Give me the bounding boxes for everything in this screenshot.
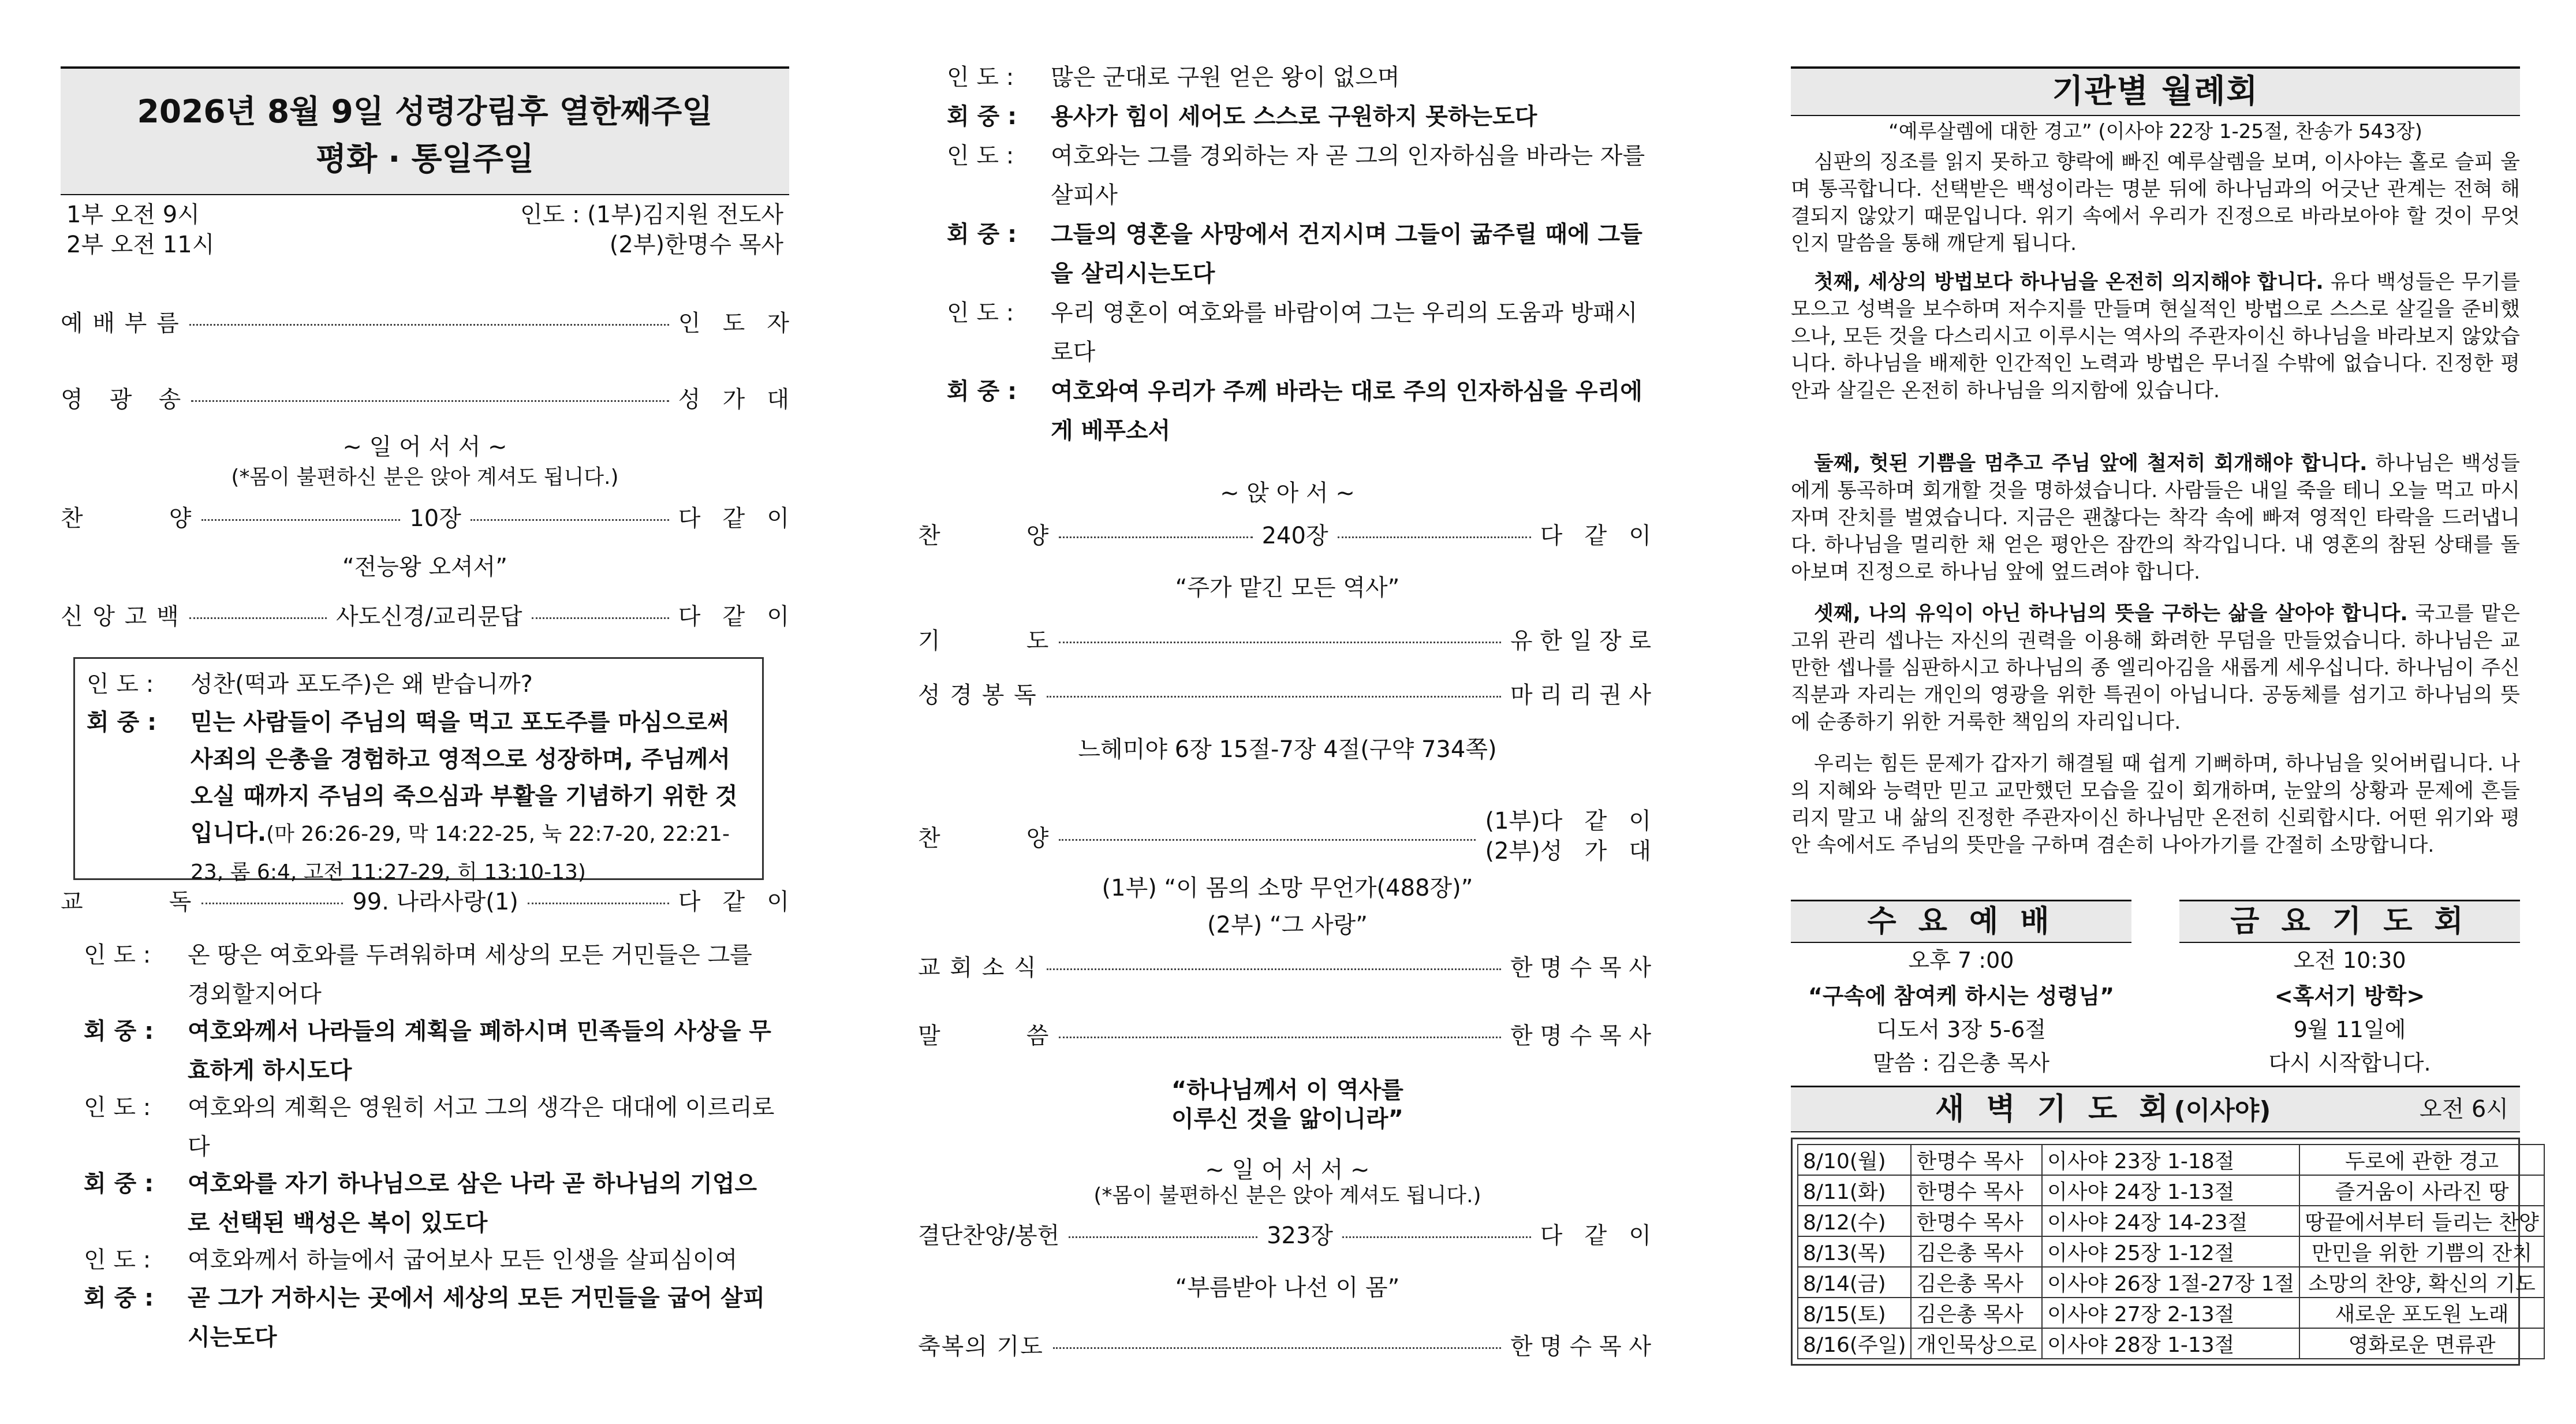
table-cell: 8/13(목) bbox=[1798, 1236, 1911, 1267]
responsive-line bbox=[947, 372, 1651, 450]
order-label: 신 앙 고 백 bbox=[61, 603, 180, 630]
speaker-label: 인 도 : bbox=[947, 64, 1014, 91]
order-leader: 다 같 이 bbox=[1540, 1222, 1652, 1249]
table-cell: 김은총 목사 bbox=[1911, 1267, 2042, 1298]
table-cell: 8/12(수) bbox=[1798, 1206, 1911, 1236]
hymn-title: “전능왕 오셔서” bbox=[342, 554, 507, 580]
order-leader: 다 같 이 bbox=[678, 889, 789, 915]
responsive-line bbox=[84, 1164, 776, 1243]
dawn-prayer-header bbox=[1791, 1086, 2520, 1132]
table-cell: 영화로운 면류관 bbox=[2299, 1328, 2544, 1359]
order-label: 영 광 송 bbox=[61, 386, 182, 413]
order-leader: 한 명 수 목 사 bbox=[1510, 955, 1651, 981]
order-leader bbox=[1485, 806, 1651, 866]
choir-leader-2: (2부)성 가 대 bbox=[1485, 838, 1651, 864]
order-item-hymn bbox=[918, 517, 1651, 550]
leader-dots bbox=[1342, 1236, 1531, 1238]
leader-dots bbox=[189, 617, 327, 619]
order-item-offering bbox=[918, 1217, 1651, 1250]
service-subtitle: 평화 · 통일주일 bbox=[316, 140, 534, 177]
table-row bbox=[1798, 1206, 2544, 1236]
order-item-responsive bbox=[61, 884, 789, 916]
leader-dots bbox=[1059, 642, 1501, 643]
order-leader: 다 같 이 bbox=[1540, 523, 1651, 549]
leader-dots bbox=[189, 324, 669, 326]
service-date-title: 2026년 8월 9일 성령강림후 열한째주일 bbox=[137, 93, 713, 130]
speaker-label: 회 중 : bbox=[947, 221, 1017, 248]
catechism-question bbox=[87, 665, 751, 704]
order-label: 찬 양 bbox=[918, 523, 1050, 549]
order-item-benediction bbox=[918, 1328, 1651, 1361]
hymn-number: 240장 bbox=[1261, 523, 1328, 549]
table-cell: 이사야 27장 2-13절 bbox=[2042, 1298, 2299, 1328]
sermon-title-line-2: 이루신 것을 앎이니라” bbox=[1171, 1106, 1403, 1132]
stand-note: (*몸이 불편하신 분은 앉아 계셔도 됩니다.) bbox=[1093, 1184, 1481, 1207]
meeting-paragraph-1 bbox=[1791, 269, 2520, 405]
scripture-refs: (마 26:26-29, 막 14:22-25, 눅 22:7-20, 22:21-23, 롬 6:4, 고전 11:27-29, 히 13:10-13) bbox=[191, 822, 730, 884]
order-leader: 마 리 리 권 사 bbox=[1510, 682, 1651, 709]
service-2-leader: (2부)한명수 목사 bbox=[609, 232, 783, 258]
stand-instruction: ~ 일 어 서 서 ~ bbox=[1205, 1157, 1370, 1183]
service-1-time: 1부 오전 9시 bbox=[66, 202, 200, 228]
response-text: 곧 그가 거하시는 곳에서 세상의 모든 거민들을 굽어 살피시는도다 bbox=[188, 1285, 766, 1351]
leader-dots bbox=[1338, 536, 1531, 538]
leader-dots bbox=[1069, 1236, 1257, 1238]
hymn-number: 10장 bbox=[409, 505, 461, 532]
leader-dots bbox=[1053, 1347, 1501, 1349]
dawn-schedule-table bbox=[1797, 1144, 2545, 1359]
responsive-line bbox=[947, 136, 1651, 215]
table-cell: 새로운 포도원 노래 bbox=[2299, 1298, 2544, 1328]
table-cell: 이사야 26장 1절-27장 1절 bbox=[2042, 1267, 2299, 1298]
order-item-reading bbox=[918, 677, 1651, 710]
leader-dots bbox=[532, 617, 669, 619]
table-row bbox=[1798, 1236, 2544, 1267]
order-item-hymn bbox=[61, 500, 789, 533]
wednesday-scripture: 디도서 3장 5-6절 bbox=[1876, 1017, 2046, 1042]
table-row bbox=[1798, 1267, 2544, 1298]
order-leader: 유 한 일 장 로 bbox=[1510, 628, 1651, 654]
response-text: 성찬(떡과 포도주)은 왜 받습니까? bbox=[191, 671, 533, 698]
table-cell: 이사야 23장 1-18절 bbox=[2042, 1145, 2299, 1175]
hymn-title: “주가 맡긴 모든 역사” bbox=[1175, 575, 1400, 601]
speaker-label: 회 중 : bbox=[84, 1170, 154, 1197]
leader-dots bbox=[1047, 696, 1501, 698]
table-cell: 개인묵상으로 bbox=[1911, 1328, 2042, 1359]
hymn-number: 323장 bbox=[1267, 1222, 1334, 1249]
wednesday-sermon-title: “구속에 참여케 하시는 성령님” bbox=[1808, 983, 2115, 1009]
responsive-line bbox=[947, 215, 1651, 293]
order-item-prayer bbox=[918, 622, 1651, 655]
table-cell: 8/14(금) bbox=[1798, 1267, 1911, 1298]
table-cell: 이사야 24장 1-13절 bbox=[2042, 1175, 2299, 1206]
table-cell: 한명수 목사 bbox=[1911, 1175, 2042, 1206]
dawn-prayer-time: 오전 6시 bbox=[2419, 1096, 2508, 1123]
speaker-label: 회 중 : bbox=[84, 1285, 154, 1311]
order-leader: 한 명 수 목 사 bbox=[1510, 1023, 1651, 1049]
stand-instruction: ~ 일 어 서 서 ~ bbox=[342, 434, 507, 460]
meeting-paragraph-closing: 우리는 힘든 문제가 갑자기 해결될 때 쉽게 기뻐하며, 하나님을 잊어버립니다. 나의 지혜와 능력만 믿고 교만했던 모습을 깊이 회개하며, 눈앞의 상황과 문제에 흔들리지 말고 내 삶의 진정한 주관자이신 하나님만 온전히 신뢰합시다. 어떤 위기와 평안 속에서도 주님의 뜻만을 구하며 겸손히 나아가기를 간절히 소망합니다. bbox=[1791, 752, 2520, 857]
table-cell: 8/11(화) bbox=[1798, 1175, 1911, 1206]
response-text: 온 땅은 여호와를 두려워하며 세상의 모든 거민들은 그를 경외할지어다 bbox=[188, 942, 752, 1008]
table-row bbox=[1798, 1175, 2544, 1206]
speaker-label: 인 도 : bbox=[947, 143, 1014, 169]
order-label: 축복의 기도 bbox=[918, 1333, 1044, 1360]
table-cell: 8/16(주일) bbox=[1798, 1328, 1911, 1359]
order-label: 찬 양 bbox=[918, 825, 1050, 852]
leader-dots bbox=[528, 903, 669, 904]
dawn-schedule-frame bbox=[1791, 1138, 2539, 1366]
speaker-label: 회 중 : bbox=[87, 709, 157, 736]
choir-title-1: (1부) “이 몸의 소망 무언가(488장)” bbox=[1102, 875, 1473, 901]
table-cell: 8/10(월) bbox=[1798, 1145, 1911, 1175]
responsive-line bbox=[84, 1278, 776, 1357]
table-cell: 소망의 찬양, 확신의 기도 bbox=[2299, 1267, 2544, 1298]
responsive-line bbox=[947, 97, 1651, 136]
point-body: 국고를 맡은 고위 관리 셉나는 자신의 권력을 이용해 화려한 무덤을 만들었습니다. 하나님은 교만한 셉나를 심판하시고 하나님의 종 엘리아김을 새롭게 세우십니다. 하나님이 주신 직분과 자리는 개인의 영광을 위한 특권이 아닙니다. 공동체를 섬기고 하나님의 뜻에 순종하기 위한 거룩한 책임의 자리입니다. bbox=[1791, 602, 2520, 734]
meeting-subtitle: “예루살렘에 대한 경고” (이사야 22장 1-25절, 찬송가 543장) bbox=[1888, 120, 2422, 143]
response-text: 우리 영혼이 여호와를 바람이여 그는 우리의 도움과 방패시로다 bbox=[1051, 300, 1638, 366]
leader-dots bbox=[1047, 968, 1501, 970]
order-label: 예 배 부 름 bbox=[61, 310, 180, 337]
response-text: 여호와를 자기 하나님으로 삼은 나라 곧 하나님의 기업으로 선택된 백성은 복이 있도다 bbox=[188, 1170, 757, 1236]
friday-notice-line-1: 9월 11일에 bbox=[2293, 1017, 2406, 1042]
order-leader: 다 같 이 bbox=[678, 603, 790, 630]
wednesday-time: 오후 7 :00 bbox=[1908, 948, 2014, 973]
leader-dots bbox=[201, 519, 400, 521]
table-row bbox=[1798, 1298, 2544, 1328]
order-item-choir bbox=[918, 806, 1651, 866]
meeting-paragraph-intro: 심판의 징조를 읽지 못하고 향락에 빠진 예루살렘을 보며, 이사야는 홀로 슬피 울며 통곡합니다. 선택받은 백성이라는 명분 뒤에 하나님과의 어긋난 관계는 전혀 해결되지 않았기 때문입니다. 위기 속에서 우리가 진정으로 바라보아야 할 것이 무엇인지 말씀을 통해 깨닫게 됩니다. bbox=[1791, 151, 2520, 255]
table-cell: 이사야 24장 14-23절 bbox=[2042, 1206, 2299, 1236]
catechism-box bbox=[73, 657, 764, 884]
leader-dots bbox=[1059, 536, 1252, 538]
responsive-number: 99. 나라사랑(1) bbox=[352, 889, 518, 915]
speaker-label: 인 도 : bbox=[87, 671, 154, 698]
point-heading: 셋째, 나의 유익이 아닌 하나님의 뜻을 구하는 삶을 살아야 합니다. bbox=[1814, 602, 2408, 625]
order-label: 말 씀 bbox=[918, 1023, 1050, 1049]
responsive-line bbox=[84, 935, 776, 1014]
response-text: 그들의 영혼을 사망에서 건지시며 그들이 굶주릴 때에 그들을 살리시는도다 bbox=[1051, 221, 1642, 287]
responsive-line bbox=[84, 1088, 776, 1166]
table-cell: 한명수 목사 bbox=[1911, 1206, 2042, 1236]
response-text: 여호와께서 하늘에서 굽어보사 모든 인생을 살피심이여 bbox=[188, 1247, 738, 1273]
point-heading: 첫째, 세상의 방법보다 하나님을 온전히 의지해야 합니다. bbox=[1814, 271, 2324, 294]
table-cell: 땅끝에서부터 들리는 찬양 bbox=[2299, 1206, 2544, 1236]
order-leader: 성 가 대 bbox=[678, 386, 789, 413]
order-label: 기 도 bbox=[918, 628, 1050, 654]
meeting-paragraph-2 bbox=[1791, 450, 2520, 586]
point-heading: 둘째, 헛된 기쁨을 멈추고 주님 앞에 철저히 회개해야 합니다. bbox=[1814, 452, 2368, 475]
friday-time: 오전 10:30 bbox=[2293, 948, 2406, 973]
table-cell: 한명수 목사 bbox=[1911, 1145, 2042, 1175]
table-cell: 김은총 목사 bbox=[1911, 1236, 2042, 1267]
table-cell: 8/15(토) bbox=[1798, 1298, 1911, 1328]
order-item-call bbox=[61, 305, 789, 338]
table-cell: 즐거움이 사라진 땅 bbox=[2299, 1175, 2544, 1206]
wednesday-service-header: 수 요 예 배 bbox=[1791, 900, 2131, 943]
friday-notice-title: <혹서기 방학> bbox=[2274, 983, 2425, 1009]
meeting-paragraph-3 bbox=[1791, 601, 2520, 736]
response-text: 믿는 사람들이 주님의 떡을 먹고 포도주를 마심으로써 사죄의 은총을 경험하고 영적으로 성장하며, 주님께서 오실 때까지 주님의 죽으심과 부활을 기념하기 위한 것입니다. bbox=[191, 709, 738, 847]
order-leader: 다 같 이 bbox=[678, 505, 790, 532]
order-leader: 인 도 자 bbox=[678, 310, 789, 337]
order-item-gloria bbox=[61, 381, 789, 414]
order-item-creed bbox=[61, 598, 789, 631]
speaker-label: 인 도 : bbox=[84, 1094, 151, 1121]
response-text: 여호와여 우리가 주께 바라는 대로 주의 인자하심을 우리에게 베푸소서 bbox=[1051, 378, 1642, 444]
leader-dots bbox=[201, 903, 343, 904]
table-cell: 김은총 목사 bbox=[1911, 1298, 2042, 1328]
response-text: 용사가 힘이 세어도 스스로 구원하지 못하는도다 bbox=[1051, 103, 1537, 130]
order-item-sermon bbox=[918, 1017, 1651, 1050]
choir-title-2: (2부) “그 사랑” bbox=[1207, 912, 1368, 938]
table-cell: 만민을 위한 기쁨의 잔치 bbox=[2299, 1236, 2544, 1267]
speaker-label: 인 도 : bbox=[84, 942, 151, 968]
service-2-time: 2부 오전 11시 bbox=[66, 232, 215, 258]
speaker-label: 회 중 : bbox=[84, 1018, 154, 1045]
order-label: 결단찬양/봉헌 bbox=[918, 1222, 1060, 1249]
leader-dots bbox=[1059, 839, 1476, 841]
table-cell: 이사야 28장 1-13절 bbox=[2042, 1328, 2299, 1359]
responsive-line bbox=[947, 293, 1651, 372]
choir-leader-1: (1부)다 같 이 bbox=[1485, 808, 1651, 834]
speaker-label: 인 도 : bbox=[947, 300, 1014, 326]
hymn-title: “부름받아 나선 이 몸” bbox=[1175, 1274, 1400, 1301]
speaker-label: 회 중 : bbox=[947, 378, 1017, 405]
scripture-reference: 느헤미야 6장 15절-7장 4절(구약 734쪽) bbox=[1078, 736, 1497, 763]
response-text: 여호와는 그를 경외하는 자 곧 그의 인자하심을 바라는 자를 살피사 bbox=[1051, 143, 1645, 208]
responsive-line bbox=[947, 58, 1651, 97]
table-cell: 두로에 관한 경고 bbox=[2299, 1145, 2544, 1175]
leader-dots bbox=[471, 519, 669, 521]
sit-instruction: ~ 앉 아 서 ~ bbox=[1220, 480, 1355, 506]
point-body: 유다 백성들은 무기를 모으고 성벽을 보수하며 저수지를 만들며 현실적인 방법으로 스스로 살길을 준비했으나, 모든 것을 다스리시고 이루시는 역사의 주관자이신 하나님을 바라보지 않았습니다. 하나님을 배제한 인간적인 노력과 방법은 무너질 수밖에 없습니다. 진정한 평안과 살길은 온전히 하나님을 의지함에 있습니다. bbox=[1791, 271, 2521, 402]
response-text: 여호와께서 나라들의 계획을 폐하시며 민족들의 사상을 무효하게 하시도다 bbox=[188, 1018, 771, 1084]
order-leader: 한 명 수 목 사 bbox=[1510, 1333, 1651, 1360]
point-body: 하나님은 백성들에게 통곡하며 회개할 것을 명하셨습니다. 사람들은 내일 죽을 테니 오늘 먹고 마시자며 잔치를 벌였습니다. 지금은 괜찮다는 착각 속에 빠져 영적인 타락을 드러냅니다. 하나님을 멀리한 채 얻은 평안은 잠깐의 착각입니다. 내 영혼의 참된 상태를 돌아보며 진정으로 하나님 앞에 엎드려야 합니다. bbox=[1791, 452, 2521, 584]
catechism-answer bbox=[87, 704, 751, 891]
table-cell: 이사야 25장 1-12절 bbox=[2042, 1236, 2299, 1267]
dawn-prayer-book: (이사야) bbox=[2174, 1096, 2271, 1125]
order-item-news bbox=[918, 949, 1651, 982]
table-row bbox=[1798, 1328, 2544, 1359]
order-label: 성 경 봉 독 bbox=[918, 682, 1037, 709]
service-title-box bbox=[61, 66, 789, 195]
friday-prayer-header: 금 요 기 도 회 bbox=[2179, 900, 2520, 943]
sermon-title-line-1: “하나님께서 이 역사를 bbox=[1171, 1077, 1403, 1104]
order-label: 교 회 소 식 bbox=[918, 955, 1037, 981]
order-label: 교 독 bbox=[61, 889, 193, 915]
order-label: 찬 양 bbox=[61, 505, 193, 532]
leader-dots bbox=[1059, 1037, 1501, 1038]
table-row bbox=[1798, 1145, 2544, 1175]
speaker-label: 인 도 : bbox=[84, 1247, 151, 1273]
monthly-meeting-header: 기관별 월례회 bbox=[1791, 66, 2520, 116]
service-1-leader: 인도 : (1부)김지원 전도사 bbox=[520, 202, 783, 228]
dawn-prayer-title: 새 벽 기 도 회 bbox=[1935, 1092, 2174, 1127]
creed-text: 사도신경/교리문답 bbox=[335, 603, 522, 630]
leader-dots bbox=[191, 400, 669, 402]
wednesday-speaker: 말씀 : 김은총 목사 bbox=[1873, 1050, 2049, 1076]
stand-note: (*몸이 불편하신 분은 앉아 계셔도 됩니다.) bbox=[231, 465, 619, 489]
responsive-line bbox=[84, 1012, 776, 1090]
responsive-line bbox=[84, 1240, 776, 1280]
response-text: 많은 군대로 구원 얻은 왕이 없으며 bbox=[1051, 64, 1400, 91]
speaker-label: 회 중 : bbox=[947, 103, 1017, 130]
response-text: 여호와의 계획은 영원히 서고 그의 생각은 대대에 이르리로다 bbox=[188, 1094, 775, 1160]
friday-notice-line-2: 다시 시작합니다. bbox=[2268, 1050, 2431, 1076]
